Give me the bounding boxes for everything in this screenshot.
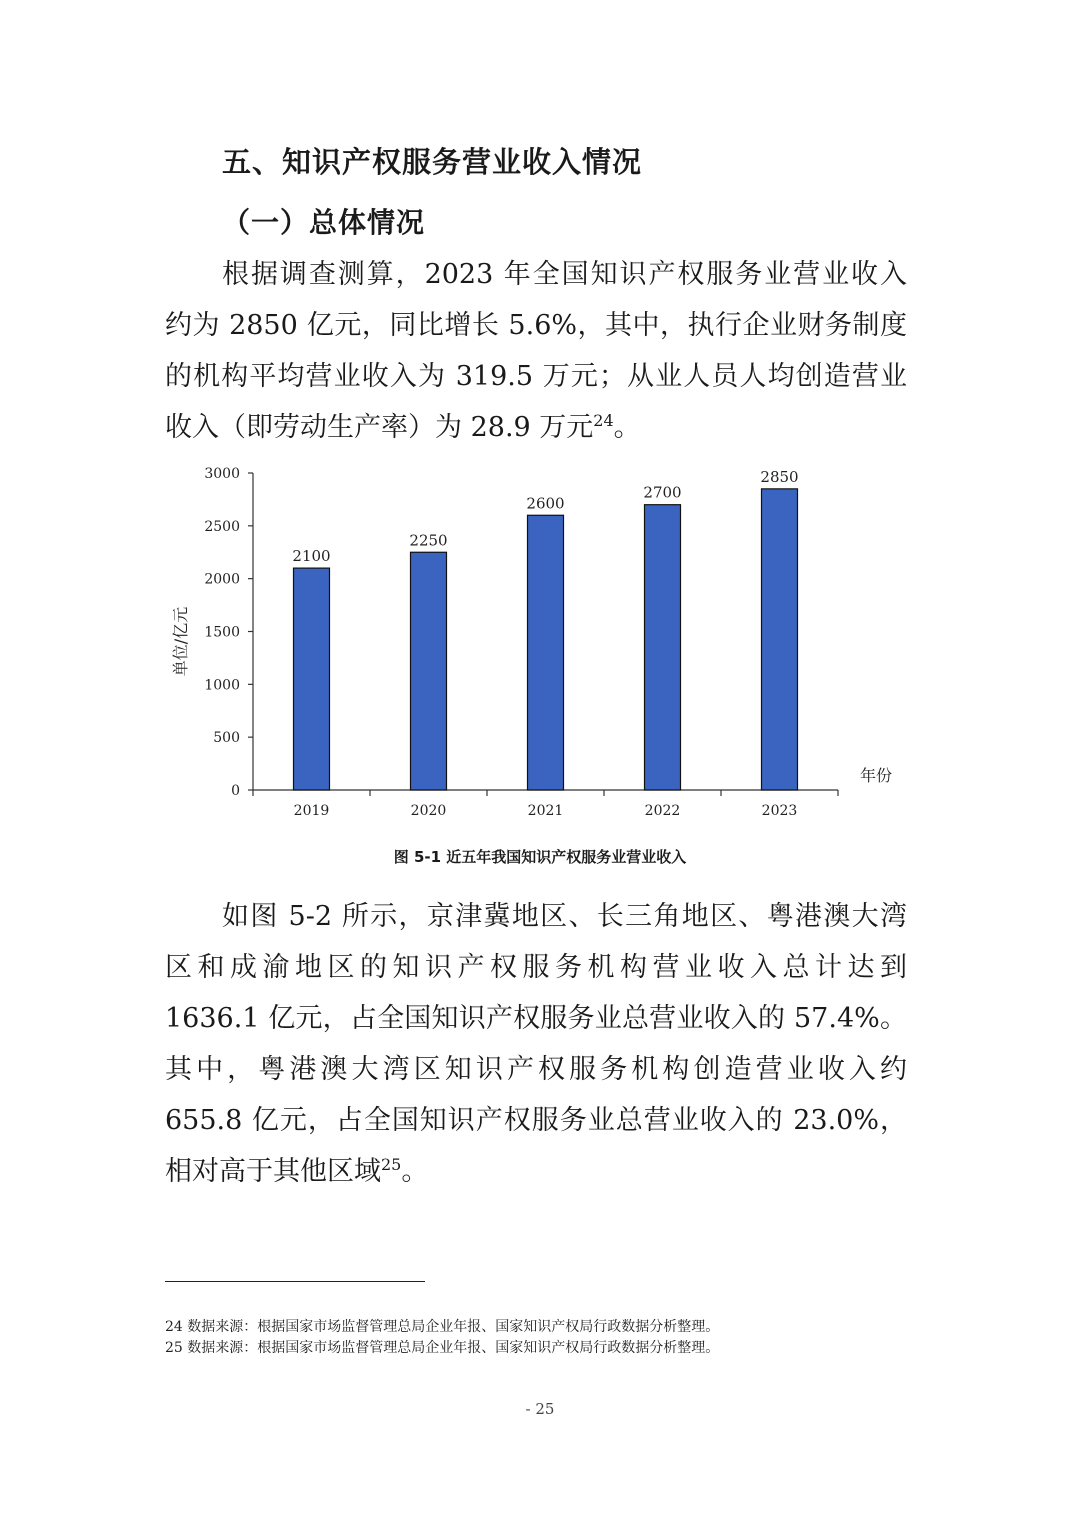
paragraph-line: 区和成渝地区的知识产权服务机构营业收入总计达到 bbox=[165, 952, 907, 983]
section-title: 五、知识产权服务营业收入情况 bbox=[222, 145, 643, 179]
footnote-24: 24 数据来源：根据国家市场监督管理总局企业年报、国家知识产权局行政数据分析整理。 bbox=[165, 1319, 720, 1335]
x-tick-label: 2020 bbox=[410, 803, 447, 819]
paragraph-line-last bbox=[165, 402, 907, 453]
bar bbox=[411, 552, 447, 790]
y-tick-label: 500 bbox=[213, 730, 240, 747]
paragraph-line-text: 收入（即劳动生产率）为 28.9 万元 bbox=[165, 412, 594, 443]
paragraph-line: 根据调查测算，2023 年全国知识产权服务业营业收入 bbox=[222, 259, 907, 290]
bar bbox=[645, 505, 681, 790]
bar bbox=[528, 515, 564, 790]
paragraph-line-text: 相对高于其他区域 bbox=[165, 1156, 381, 1187]
paragraph-line: 其中，粤港澳大湾区知识产权服务机构创造营业收入约 bbox=[165, 1054, 907, 1085]
paragraph-line-last bbox=[165, 1146, 907, 1197]
x-tick-label: 2019 bbox=[293, 803, 330, 819]
footnote-ref[interactable]: 25 bbox=[381, 1155, 402, 1174]
y-tick-label: 2000 bbox=[204, 571, 240, 588]
y-tick-label: 2500 bbox=[204, 518, 240, 535]
revenue-bar-chart bbox=[150, 455, 910, 830]
y-tick-label: 1500 bbox=[204, 624, 240, 641]
y-tick-label: 3000 bbox=[204, 466, 240, 482]
bar bbox=[762, 489, 798, 790]
x-axis-title: 年份 bbox=[859, 766, 893, 785]
subsection-title: （一）总体情况 bbox=[222, 206, 426, 239]
y-tick-label: 1000 bbox=[204, 677, 240, 694]
data-label: 2700 bbox=[643, 483, 682, 502]
data-label: 2600 bbox=[526, 494, 565, 513]
footnote-divider bbox=[165, 1281, 425, 1282]
x-tick-label: 2021 bbox=[527, 803, 564, 819]
paragraph-line: 655.8 亿元，占全国知识产权服务业总营业收入的 23.0%， bbox=[165, 1105, 907, 1136]
paragraph-line: 如图 5-2 所示，京津冀地区、长三角地区、粤港澳大湾 bbox=[222, 901, 907, 932]
x-tick-label: 2023 bbox=[761, 803, 798, 819]
bar bbox=[294, 568, 330, 790]
footnote-ref[interactable]: 24 bbox=[593, 411, 614, 430]
y-axis-title: 单位/亿元 bbox=[171, 606, 190, 677]
paragraph-line: 约为 2850 亿元，同比增长 5.6%，其中，执行企业财务制度 bbox=[165, 310, 907, 341]
paragraph-2 bbox=[165, 891, 907, 1197]
x-tick-label: 2022 bbox=[644, 803, 681, 819]
data-label: 2850 bbox=[760, 467, 799, 486]
data-label: 2100 bbox=[292, 547, 331, 566]
paragraph-end-punct: 。 bbox=[401, 1156, 429, 1187]
figure-caption: 图 5-1 近五年我国知识产权服务业营业收入 bbox=[393, 848, 687, 866]
paragraph-line: 1636.1 亿元，占全国知识产权服务业总营业收入的 57.4%。 bbox=[165, 1003, 907, 1034]
paragraph-1 bbox=[165, 249, 907, 453]
paragraph-end-punct: 。 bbox=[613, 412, 641, 443]
page-number: - 25 bbox=[525, 1400, 555, 1418]
data-label: 2250 bbox=[409, 531, 448, 550]
paragraph-line: 的机构平均营业收入为 319.5 万元；从业人员人均创造营业 bbox=[165, 361, 907, 392]
y-tick-label: 0 bbox=[231, 783, 240, 799]
footnote-25: 25 数据来源：根据国家市场监督管理总局企业年报、国家知识产权局行政数据分析整理。 bbox=[165, 1340, 720, 1356]
